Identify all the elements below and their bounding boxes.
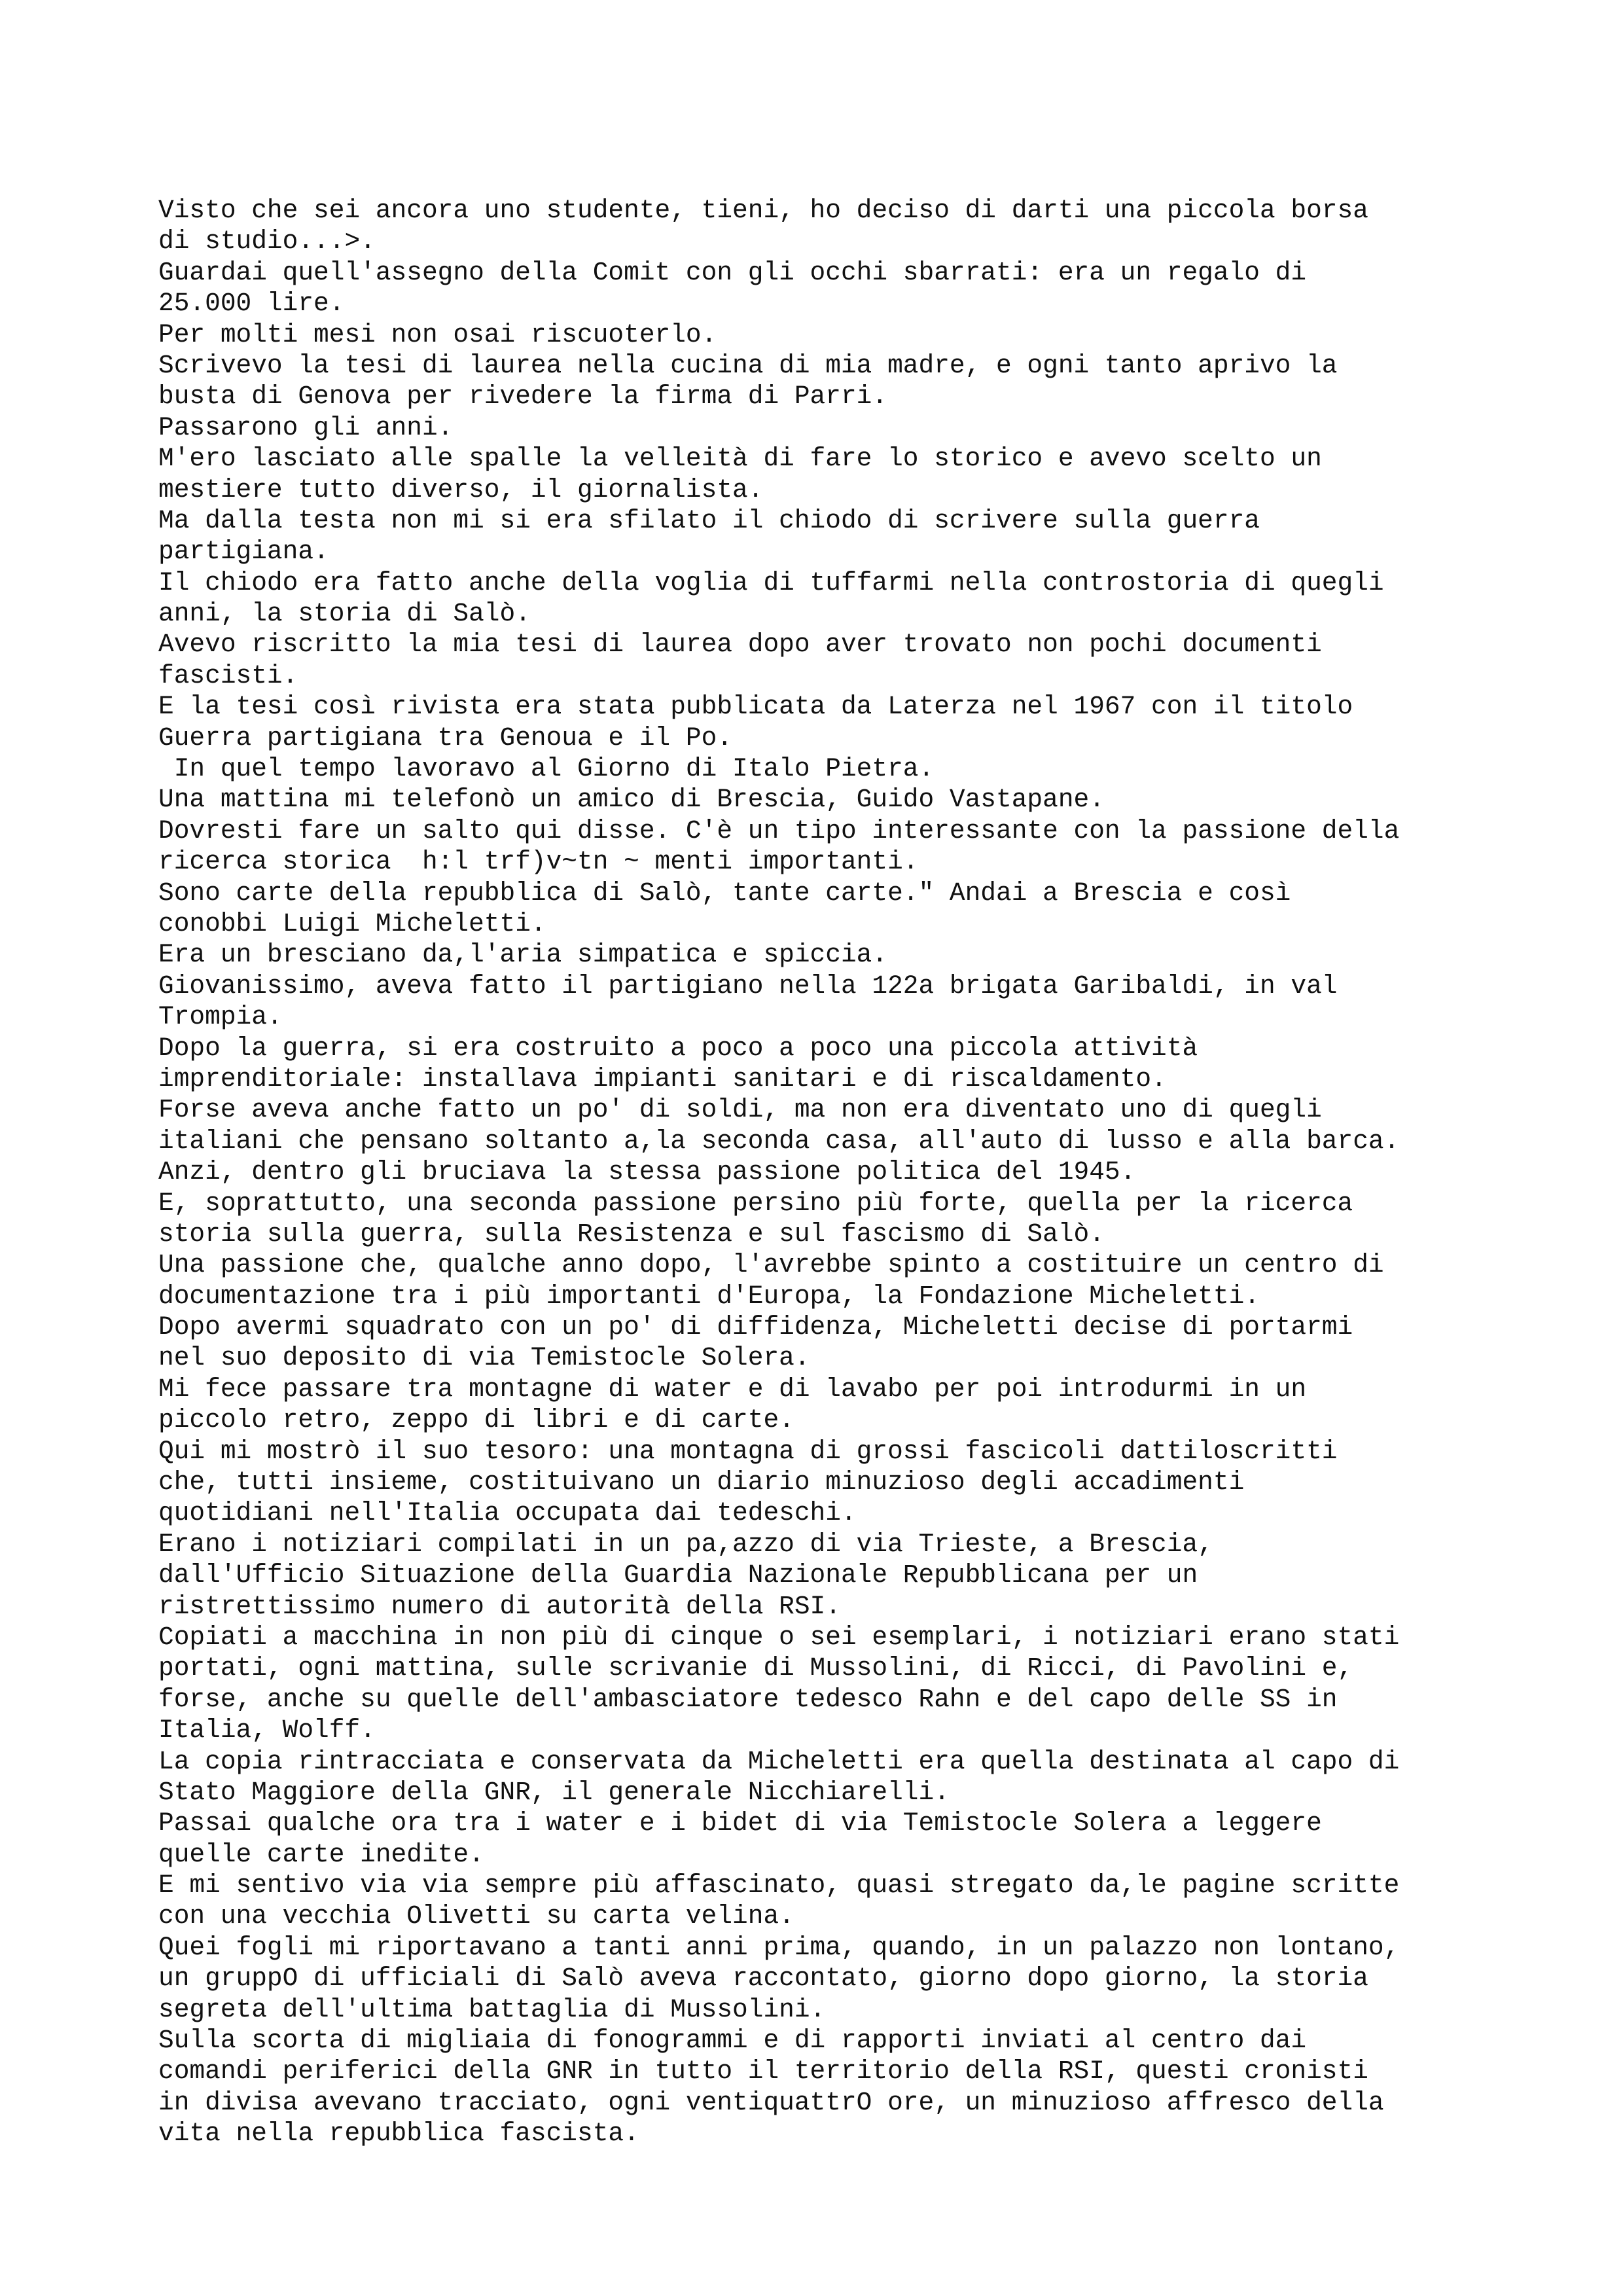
text-line: in divisa avevano tracciato, ogni ventiquattrO ore, un minuzioso affresco della xyxy=(158,2087,1384,2117)
text-line: quelle carte inedite. xyxy=(158,1839,484,1869)
body-text xyxy=(158,195,1611,2149)
text-line: Una passione che, qualche anno dopo, l'avrebbe spinto a costituire un centro di xyxy=(158,1250,1384,1280)
text-line: In quel tempo lavoravo al Giorno di Italo Pietra. xyxy=(158,754,935,784)
text-line: nel suo deposito di via Temistocle Solera. xyxy=(158,1343,810,1373)
text-line: Italia, Wolff. xyxy=(158,1715,376,1746)
text-line: E la tesi così rivista era stata pubblicata da Laterza nel 1967 con il titolo xyxy=(158,692,1353,722)
text-line: portati, ogni mattina, sulle scrivanie di Mussolini, di Ricci, di Pavolini e, xyxy=(158,1653,1353,1683)
text-line: Giovanissimo, aveva fatto il partigiano nella 122a brigata Garibaldi, in val xyxy=(158,971,1338,1001)
text-line: Stato Maggiore della GNR, il generale Nicchiarelli. xyxy=(158,1777,950,1807)
text-line: ristrettissimo numero di autorità della RSI. xyxy=(158,1591,841,1621)
text-line: Forse aveva anche fatto un po' di soldi, ma non era diventato uno di quegli xyxy=(158,1095,1322,1125)
text-line: imprenditoriale: installava impianti sanitari e di riscaldamento. xyxy=(158,1064,1167,1094)
text-line: segreta dell'ultima battaglia di Mussolini. xyxy=(158,1994,826,2024)
text-line: piccolo retro, zeppo di libri e di carte. xyxy=(158,1405,794,1435)
text-line: italiani che pensano soltanto a,la seconda casa, all'auto di lusso e alla barca. xyxy=(158,1126,1400,1156)
text-line: ricerca storica h:l trf)v~tn ~ menti importanti. xyxy=(158,847,919,877)
text-line: storia sulla guerra, sulla Resistenza e sul fascismo di Salò. xyxy=(158,1219,1105,1249)
text-line: di studio...>. xyxy=(158,226,376,257)
text-line: Per molti mesi non osai riscuoterlo. xyxy=(158,319,717,350)
text-line: Qui mi mostrò il suo tesoro: una montagna di grossi fascicoli dattiloscritti xyxy=(158,1436,1338,1466)
text-line: Visto che sei ancora uno studente, tieni, ho deciso di darti una piccola borsa xyxy=(158,196,1368,225)
text-line: Erano i notiziari compilati in un pa,azzo di via Trieste, a Brescia, xyxy=(158,1529,1213,1559)
text-line: Guerra partigiana tra Genoua e il Po. xyxy=(158,723,733,753)
text-line: Ma dalla testa non mi si era sfilato il chiodo di scrivere sulla guerra xyxy=(158,505,1260,535)
text-line: M'ero lasciato alle spalle la velleità di fare lo storico e avevo scelto un xyxy=(158,444,1322,474)
text-line: 25.000 lire. xyxy=(158,289,345,319)
text-line: Il chiodo era fatto anche della voglia di tuffarmi nella controstoria di quegli xyxy=(158,567,1384,598)
text-line: Trompia. xyxy=(158,1002,283,1032)
text-line: Passai qualche ora tra i water e i bidet di via Temistocle Solera a leggere xyxy=(158,1808,1322,1839)
text-line: partigiana. xyxy=(158,537,329,567)
text-line: E mi sentivo via via sempre più affascinato, quasi stregato da,le pagine scritte xyxy=(158,1871,1400,1901)
text-line: che, tutti insieme, costituivano un diario minuzioso degli accadimenti xyxy=(158,1467,1245,1498)
text-line: Sulla scorta di migliaia di fonogrammi e di rapporti inviati al centro dai xyxy=(158,2026,1307,2056)
text-line: un gruppO di ufficiali di Salò aveva raccontato, giorno dopo giorno, la storia xyxy=(158,1964,1368,1994)
text-line: Anzi, dentro gli bruciava la stessa passione politica del 1945. xyxy=(158,1157,1136,1187)
text-line: fascisti. xyxy=(158,660,298,691)
text-line: Dovresti fare un salto qui disse. C'è un tipo interessante con la passione della xyxy=(158,816,1400,846)
text-line: Scrivevo la tesi di laurea nella cucina di mia madre, e ogni tanto aprivo la xyxy=(158,350,1338,380)
text-line: vita nella repubblica fascista. xyxy=(158,2119,639,2149)
text-line: conobbi Luigi Micheletti. xyxy=(158,908,546,939)
text-line: dall'Ufficio Situazione della Guardia Nazionale Repubblicana per un xyxy=(158,1560,1198,1590)
text-line: Sono carte della repubblica di Salò, tante carte." Andai a Brescia e così xyxy=(158,878,1291,908)
text-line: La copia rintracciata e conservata da Micheletti era quella destinata al capo di xyxy=(158,1746,1400,1776)
text-line: anni, la storia di Salò. xyxy=(158,599,531,629)
text-line: E, soprattutto, una seconda passione persino più forte, quella per la ricerca xyxy=(158,1188,1353,1218)
text-line: Copiati a macchina in non più di cinque o sei esemplari, i notiziari erano stati xyxy=(158,1622,1400,1652)
text-line: Era un bresciano da,l'aria simpatica e spiccia. xyxy=(158,940,888,970)
text-line: busta di Genova per rivedere la firma di Parri. xyxy=(158,382,888,412)
text-line: comandi periferici della GNR in tutto il territorio della RSI, questi cronisti xyxy=(158,2056,1368,2087)
text-line: Passarono gli anni. xyxy=(158,412,454,442)
text-line: Avevo riscritto la mia tesi di laurea dopo aver trovato non pochi documenti xyxy=(158,630,1322,660)
text-line: quotidiani nell'Italia occupata dai tedeschi. xyxy=(158,1498,857,1528)
text-line: Una mattina mi telefonò un amico di Brescia, Guido Vastapane. xyxy=(158,785,1105,815)
text-line: Quei fogli mi riportavano a tanti anni prima, quando, in un palazzo non lontano, xyxy=(158,1932,1400,1962)
text-line: forse, anche su quelle dell'ambasciatore tedesco Rahn e del capo delle SS in xyxy=(158,1684,1338,1714)
text-line: documentazione tra i più importanti d'Europa, la Fondazione Micheletti. xyxy=(158,1281,1260,1311)
text-line: Dopo avermi squadrato con un po' di diffidenza, Micheletti decise di portarmi xyxy=(158,1312,1353,1342)
text-line: mestiere tutto diverso, il giornalista. xyxy=(158,475,764,505)
text-line: Dopo la guerra, si era costruito a poco a poco una piccola attività xyxy=(158,1033,1198,1063)
text-line: Guardai quell'assegno della Comit con gli occhi sbarrati: era un regalo di xyxy=(158,257,1307,287)
text-line: Mi fece passare tra montagne di water e di lavabo per poi introdurmi in un xyxy=(158,1374,1307,1404)
text-line: con una vecchia Olivetti su carta velina. xyxy=(158,1901,794,1931)
